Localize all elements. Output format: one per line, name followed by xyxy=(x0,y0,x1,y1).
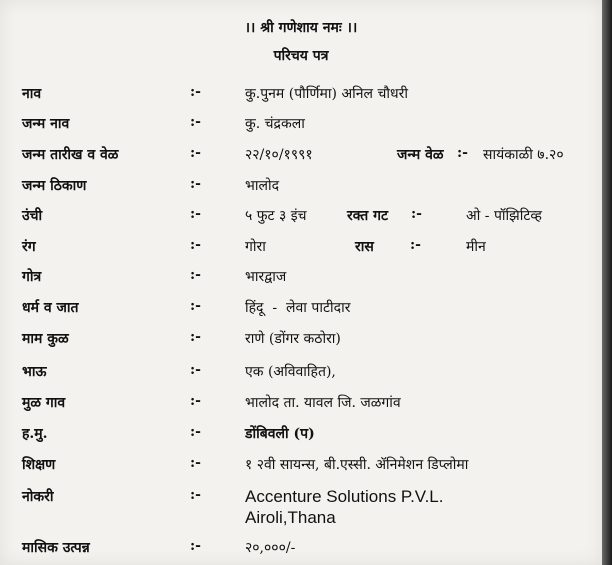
native-place-value: भालोद ता. यावल जि. जळगांव xyxy=(245,395,401,411)
row-complexion xyxy=(0,237,602,263)
row-religion-caste xyxy=(0,298,602,324)
row-maternal-family xyxy=(0,329,602,355)
education-label: शिक्षण xyxy=(22,457,56,473)
row-brother xyxy=(0,362,602,388)
brother-label: भाऊ xyxy=(22,364,47,380)
birth-place-separator: :- xyxy=(190,176,201,192)
brother-separator: :- xyxy=(190,362,201,378)
income-label: मासिक उत्पन्न xyxy=(22,540,90,556)
maternal-family-label: माम कुळ xyxy=(22,331,69,347)
job-value-line2: Airoli,Thana xyxy=(245,508,336,527)
birth-date-value: २२/१०/१९९१ xyxy=(245,147,313,163)
job-separator: :- xyxy=(190,487,201,503)
row-native-place xyxy=(0,393,602,419)
birth-time-label: जन्म वेळ xyxy=(397,147,444,163)
rashi-label: रास xyxy=(355,239,374,255)
birth-date-label: जन्म तारीख व वेळ xyxy=(22,147,119,163)
row-current-residence xyxy=(0,424,602,450)
education-separator: :- xyxy=(190,455,201,471)
complexion-label: रंग xyxy=(22,239,36,255)
row-education xyxy=(0,455,602,481)
document-title: परिचय पत्र xyxy=(273,48,329,64)
birth-name-separator: :- xyxy=(190,114,201,130)
rashi-value: मीन xyxy=(466,239,486,255)
birth-name-label: जन्म नाव xyxy=(22,116,70,132)
current-residence-separator: :- xyxy=(190,424,201,440)
birth-name-value: कु. चंद्रकला xyxy=(245,116,305,132)
gotra-label: गोत्र xyxy=(22,269,42,285)
row-birth-date xyxy=(0,145,602,171)
current-residence-value: डोंबिवली (प) xyxy=(245,426,315,442)
row-birth-name xyxy=(0,114,602,140)
name-label: नाव xyxy=(22,86,42,102)
row-birth-place xyxy=(0,176,602,202)
name-separator: :- xyxy=(190,84,201,100)
blood-group-separator: :- xyxy=(411,206,422,222)
job-label: नोकरी xyxy=(22,489,54,505)
row-income xyxy=(0,538,602,564)
current-residence-label: ह.मु. xyxy=(22,426,48,442)
page-edge-shadow xyxy=(602,0,612,565)
row-height xyxy=(0,206,602,232)
native-place-separator: :- xyxy=(190,393,201,409)
height-separator: :- xyxy=(190,206,201,222)
birth-place-label: जन्म ठिकाण xyxy=(22,178,87,194)
blood-group-label: रक्त गट xyxy=(347,208,389,224)
height-label: उंची xyxy=(22,208,43,224)
religion-caste-value: हिंदू - लेवा पाटीदार xyxy=(245,300,351,316)
native-place-label: मुळ गाव xyxy=(22,395,66,411)
birth-time-value: सायंकाळी ७.२० xyxy=(483,147,564,163)
maternal-family-value: राणे (डोंगर कठोरा) xyxy=(245,331,341,347)
income-separator: :- xyxy=(190,538,201,554)
birth-time-separator: :- xyxy=(457,145,468,161)
brother-value: एक (अविवाहित), xyxy=(245,364,336,380)
education-value: १ २वी सायन्स, बी.एस्सी. ॲनिमेशन डिप्लोमा xyxy=(245,457,469,473)
row-gotra xyxy=(0,267,602,293)
birth-date-separator: :- xyxy=(190,145,201,161)
maternal-family-separator: :- xyxy=(190,329,201,345)
blessing-header: ।। श्री गणेशाय नमः ।। xyxy=(244,20,358,36)
name-value: कु.पुनम (पौर्णिमा) अनिल चौधरी xyxy=(245,86,408,102)
blood-group-value: ओ - पॉझिटिव्ह xyxy=(466,208,542,224)
complexion-separator: :- xyxy=(190,237,201,253)
height-value: ५ फुट ३ इंच xyxy=(245,208,307,224)
row-name xyxy=(0,84,602,110)
complexion-value: गोरा xyxy=(245,239,266,255)
job-value-line1: Accenture Solutions P.V.L. xyxy=(245,487,444,506)
gotra-value: भारद्वाज xyxy=(245,269,287,285)
religion-caste-separator: :- xyxy=(190,298,201,314)
row-job xyxy=(0,487,602,533)
income-value: २०,०००/- xyxy=(245,540,296,556)
gotra-separator: :- xyxy=(190,267,201,283)
religion-caste-label: धर्म व जात xyxy=(22,300,79,316)
rashi-separator: :- xyxy=(410,237,421,253)
birth-place-value: भालोद xyxy=(245,178,280,194)
